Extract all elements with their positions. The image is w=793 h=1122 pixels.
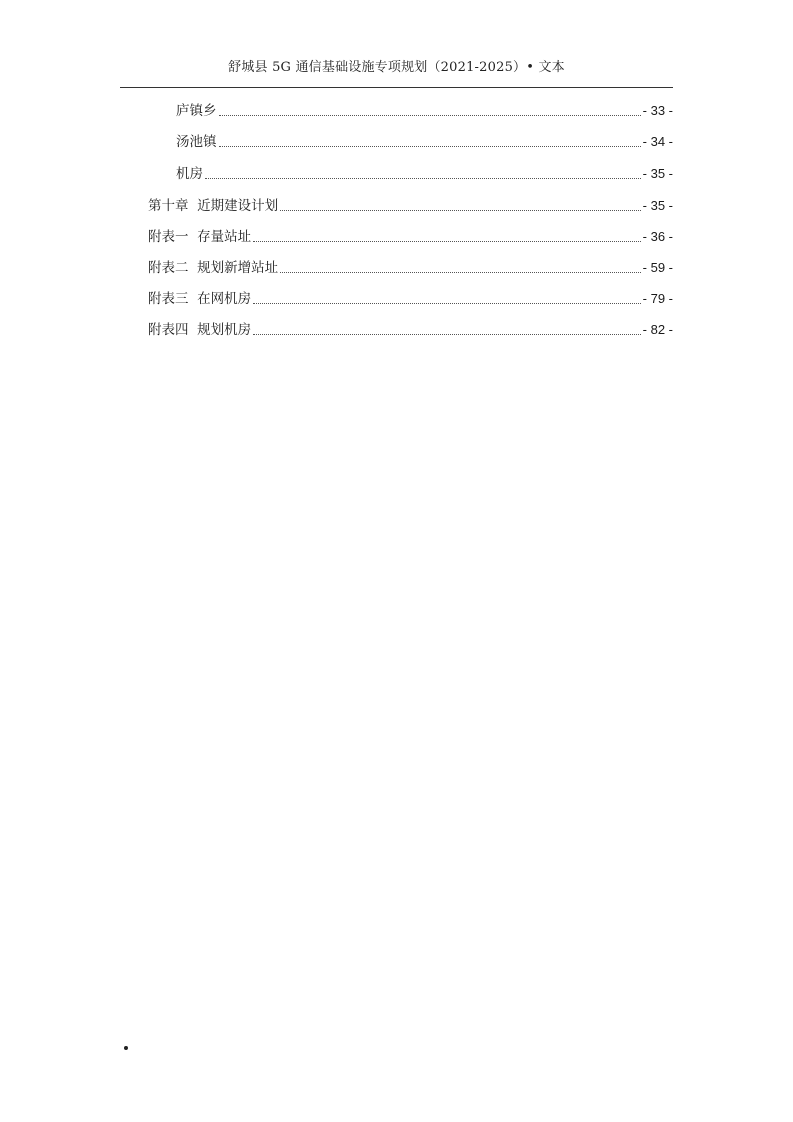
toc-dot-leader <box>205 178 641 179</box>
header-rule <box>120 87 673 88</box>
toc-entry-label: 第十章 近期建设计划 <box>148 198 279 214</box>
toc-entry-label: 汤池镇 <box>176 134 217 150</box>
toc-page-number: - 82 - <box>642 322 673 337</box>
page-header: 舒城县 5G 通信基础设施专项规划（2021-2025）• 文本 <box>228 60 565 75</box>
toc-dot-leader <box>253 303 641 304</box>
toc-entry-label: 附表一 存量站址 <box>148 229 252 245</box>
footer-dot <box>124 1046 128 1050</box>
toc-page-number: - 79 - <box>642 291 673 306</box>
toc-dot-leader <box>219 115 641 116</box>
toc-dot-leader <box>280 210 641 211</box>
toc-entry-label: 机房 <box>176 166 203 182</box>
toc-entry-tangchi[interactable] <box>176 131 673 151</box>
toc-entry-appendix-1[interactable] <box>148 226 673 246</box>
toc-entry-appendix-2[interactable] <box>148 257 673 277</box>
toc-page-number: - 35 - <box>642 198 673 213</box>
toc-page-number: - 36 - <box>642 229 673 244</box>
toc-page-number: - 33 - <box>642 103 673 118</box>
toc-page-number: - 34 - <box>642 134 673 149</box>
toc-entry-label: 庐镇乡 <box>176 103 217 119</box>
toc-entry-label: 附表四 规划机房 <box>148 322 252 338</box>
toc-dot-leader <box>253 334 641 335</box>
toc-page-number: - 59 - <box>642 260 673 275</box>
toc-dot-leader <box>253 241 641 242</box>
toc-entry-label: 附表二 规划新增站址 <box>148 260 279 276</box>
toc-entry-jifang[interactable] <box>176 163 673 183</box>
toc-page-number: - 35 - <box>642 166 673 181</box>
toc-dot-leader <box>280 272 641 273</box>
toc-entry-appendix-4[interactable] <box>148 319 673 339</box>
toc-dot-leader <box>219 146 641 147</box>
toc-entry-appendix-3[interactable] <box>148 288 673 308</box>
toc-entry-label: 附表三 在网机房 <box>148 291 252 307</box>
toc-entry-chapter-10[interactable] <box>148 195 673 215</box>
toc-entry-luzhen[interactable] <box>176 100 673 120</box>
